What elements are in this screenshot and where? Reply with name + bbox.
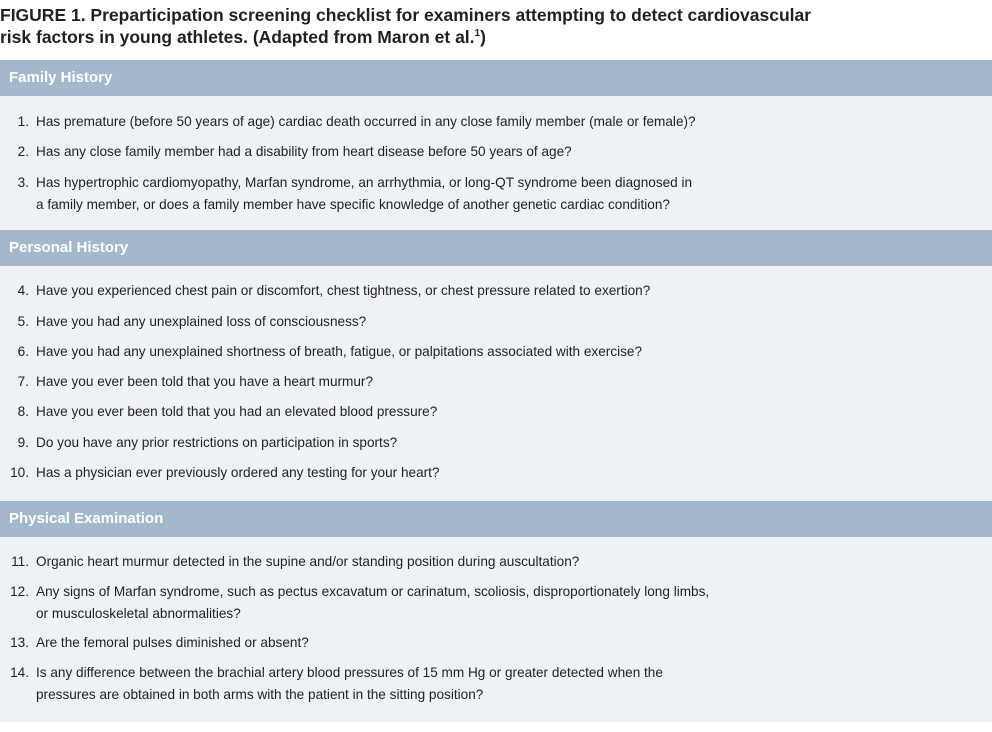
item-text-line-1: Any signs of Marfan syndrome, such as pectus excavatum or carinatum, scoliosis, disproportionately long limbs, [36, 584, 710, 599]
item-text: Have you ever been told that you had an elevated blood pressure? [36, 404, 438, 419]
item-text: Have you ever been told that you have a heart murmur? [36, 374, 374, 389]
item-number: 2. [17, 144, 29, 159]
item-text-line-1: Has hypertrophic cardiomyopathy, Marfan syndrome, an arrhythmia, or long-QT syndrome been diagnosed in [36, 175, 693, 190]
item-text: Do you have any prior restrictions on participation in sports? [36, 435, 398, 450]
item-number: 3. [17, 175, 29, 190]
item-number: 14. [10, 665, 29, 680]
item-number: 13. [10, 635, 29, 650]
section-header-physical-examination: Physical Examination [0, 501, 992, 537]
item-text-line-2: a family member, or does a family member have specific knowledge of another genetic cardiac condition? [36, 197, 670, 212]
item-text [36, 172, 796, 216]
item-text [36, 662, 796, 706]
section-header-personal-history: Personal History [0, 230, 992, 266]
section-body-personal-history [0, 266, 992, 501]
item-text: Have you experienced chest pain or discomfort, chest tightness, or chest pressure related to exertion? [36, 283, 651, 298]
caption-line-1: FIGURE 1. Preparticipation screening checklist for examiners attempting to detect cardiovascular [0, 5, 812, 25]
figure-caption [0, 4, 992, 48]
item-number: 10. [10, 465, 29, 480]
item-text-line-2: pressures are obtained in both arms with the patient in the sitting position? [36, 687, 484, 702]
item-text: Organic heart murmur detected in the supine and/or standing position during auscultation? [36, 554, 580, 569]
item-text: Has any close family member had a disability from heart disease before 50 years of age? [36, 144, 572, 159]
item-text-line-2: or musculoskeletal abnormalities? [36, 606, 241, 621]
section-body-physical-examination [0, 537, 992, 722]
item-number: 9. [17, 435, 29, 450]
caption-line-2-text: risk factors in young athletes. (Adapted from Maron et al. [0, 27, 475, 47]
item-number: 8. [17, 404, 29, 419]
checklist-item [0, 172, 992, 216]
caption-reference: 1 [474, 28, 481, 40]
section-header-family-history: Family History [0, 60, 992, 96]
item-number: 5. [17, 314, 29, 329]
checklist-item [0, 662, 992, 706]
item-number: 1. [17, 114, 29, 129]
caption-line-2-close: ) [480, 27, 486, 47]
item-text: Has a physician ever previously ordered any testing for your heart? [36, 465, 440, 480]
item-number: 7. [17, 374, 29, 389]
item-text: Has premature (before 50 years of age) cardiac death occurred in any close family member (male or female)? [36, 114, 696, 129]
item-text-line-1: Is any difference between the brachial artery blood pressures of 15 mm Hg or greater detected when the [36, 665, 663, 680]
item-text: Have you had any unexplained shortness of breath, fatigue, or palpitations associated with exercise? [36, 344, 643, 359]
item-text [36, 581, 796, 625]
item-number: 6. [17, 344, 29, 359]
section-body-family-history [0, 96, 992, 230]
item-text: Are the femoral pulses diminished or absent? [36, 635, 309, 650]
item-text: Have you had any unexplained loss of consciousness? [36, 314, 367, 329]
item-number: 11. [11, 554, 29, 569]
caption-line-2 [0, 26, 992, 48]
item-number: 4. [17, 283, 29, 298]
item-number: 12. [10, 584, 29, 599]
checklist-item [0, 581, 992, 625]
